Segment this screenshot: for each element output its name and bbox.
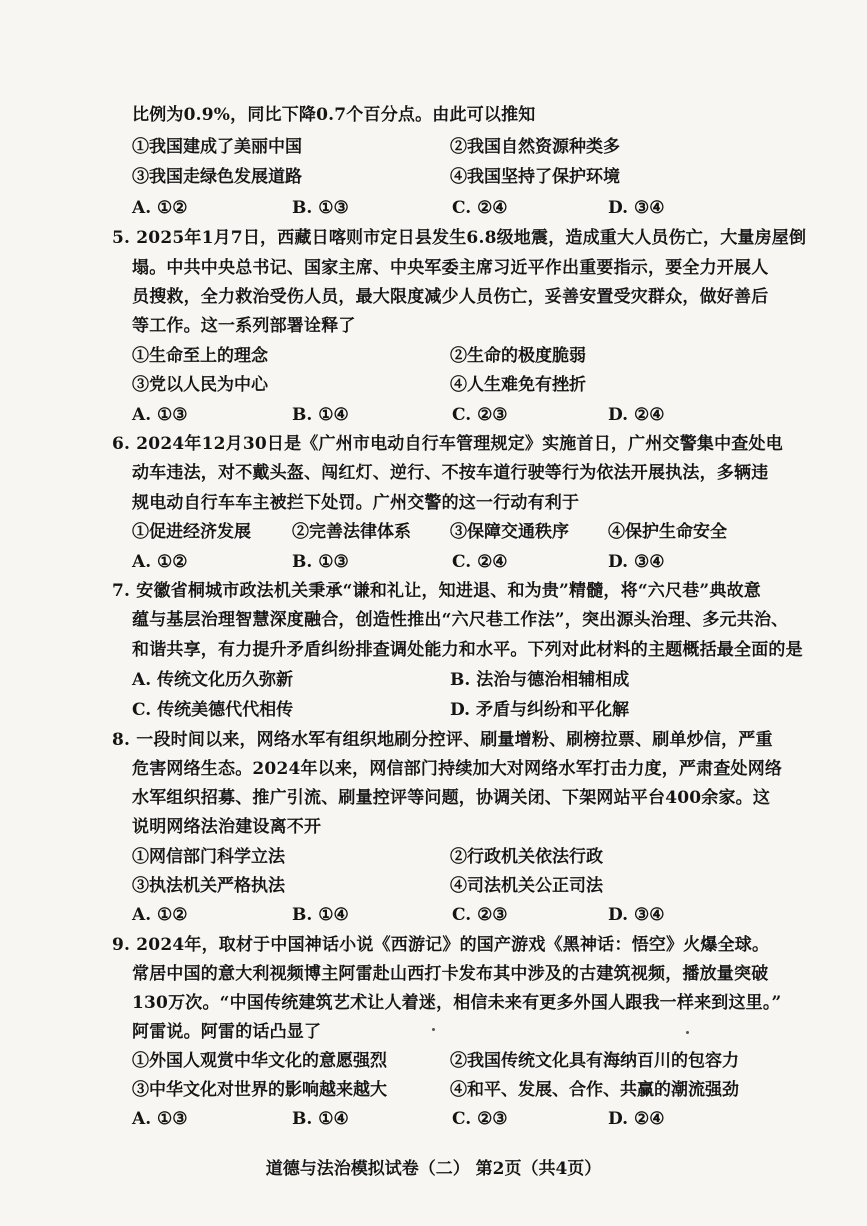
q8-choice-c: C. ②③ — [452, 905, 508, 925]
q4-choice-b: B. ①③ — [292, 198, 349, 218]
q4-item-4: ④我国坚持了保护环境 — [450, 167, 620, 187]
q8-stem-line-1: 8. 一段时间以来，网络水军有组织地刷分控评、刷量增粉、刷榜拉票、刷单炒信，严重 — [112, 730, 773, 750]
q8-item-4: ④司法机关公正司法 — [450, 876, 603, 896]
q6-stem-line-2: 动车违法，对不戴头盔、闯红灯、逆行、不按车道行驶等行为依法开展执法，多辆违 — [132, 463, 769, 483]
q7-stem-line-2: 蕴与基层治理智慧深度融合，创造性推出“六尺巷工作法”，突出源头治理、多元共治、 — [132, 610, 789, 630]
q8-item-3: ③执法机关严格执法 — [132, 876, 285, 896]
q9-item-3: ③中华文化对世界的影响越来越大 — [132, 1080, 387, 1100]
q7-choice-b: B. 法治与德治相辅相成 — [450, 670, 630, 690]
q8-choice-b: B. ①④ — [292, 905, 349, 925]
q9-stem-line-4: 阿雷说。阿雷的话凸显了 — [132, 1022, 322, 1042]
q9-item-1: ①外国人观赏中华文化的意愿强烈 — [132, 1051, 387, 1071]
q6-stem-line-3: 规电动自行车车主被拦下处罚。广州交警的这一行动有利于 — [132, 493, 580, 513]
page-footer: 道德与法治模拟试卷（二） 第2页（共4页） — [265, 1159, 602, 1179]
q5-item-1: ①生命至上的理念 — [132, 346, 268, 366]
q6-stem-line-1: 6. 2024年12月30日是《广州市电动自行车管理规定》实施首日，广州交警集中查处电 — [112, 434, 783, 454]
q9-stem-line-3: 130万次。“中国传统建筑艺术让人着迷，相信未来有更多外国人跟我一样来到这里。” — [132, 993, 782, 1013]
q6-choice-c: C. ②④ — [452, 552, 508, 572]
q5-choice-d: D. ②④ — [608, 405, 665, 425]
q9-item-2: ②我国传统文化具有海纳百川的包容力 — [450, 1051, 739, 1071]
q8-stem-line-4: 说明网络法治建设离不开 — [132, 817, 322, 837]
q7-choice-a: A. 传统文化历久弥新 — [132, 670, 294, 690]
q7-stem-line-1: 7. 安徽省桐城市政法机关秉承“谦和礼让，知进退、和为贵”精髓，将“六尺巷”典故意 — [112, 581, 761, 601]
q9-item-4: ④和平、发展、合作、共赢的潮流强劲 — [450, 1080, 739, 1100]
q9-stem-line-1: 9. 2024年，取材于中国神话小说《西游记》的国产游戏《黑神话：悟空》火爆全球。 — [112, 935, 770, 955]
q5-stem-line-1: 5. 2025年1月7日，西藏日喀则市定日县发生6.8级地震，造成重大人员伤亡，大量房屋倒 — [112, 228, 807, 248]
q5-item-4: ④人生难免有挫折 — [450, 375, 586, 395]
q8-stem-line-2: 危害网络生态。2024年以来，网信部门持续加大对网络水军打击力度，严肃查处网络 — [132, 759, 783, 779]
q5-item-2: ②生命的极度脆弱 — [450, 346, 586, 366]
q8-choice-d: D. ③④ — [608, 905, 665, 925]
q6-item-3: ③保障交通秩序 — [450, 522, 569, 542]
q7-choice-c: C. 传统美德代代相传 — [132, 700, 294, 720]
q8-stem-line-3: 水军组织招募、推广引流、刷量控评等问题，协调关闭、下架网站平台400余家。这 — [132, 788, 771, 808]
q8-choice-a: A. ①② — [132, 905, 188, 925]
q4-stem-line: 比例为0.9%，同比下降0.7个百分点。由此可以推知 — [132, 105, 536, 125]
q6-item-4: ④保护生命安全 — [608, 522, 727, 542]
q5-item-3: ③党以人民为中心 — [132, 375, 268, 395]
q6-choice-d: D. ③④ — [608, 552, 665, 572]
q5-stem-line-2: 塌。中共中央总书记、国家主席、中央军委主席习近平作出重要指示，要全力开展人 — [132, 258, 769, 278]
q4-choice-d: D. ③④ — [608, 198, 665, 218]
q5-choice-b: B. ①④ — [292, 405, 349, 425]
q8-item-1: ①网信部门科学立法 — [132, 847, 285, 867]
q5-stem-line-3: 员搜救，全力救治受伤人员，最大限度减少人员伤亡，妥善安置受灾群众，做好善后 — [132, 287, 769, 307]
q9-stem-line-2: 常居中国的意大利视频博主阿雷赴山西打卡发布其中涉及的古建筑视频，播放量突破 — [132, 964, 769, 984]
q7-choice-d: D. 矛盾与纠纷和平化解 — [450, 700, 629, 720]
q9-choice-a: A. ①③ — [132, 1109, 188, 1129]
q8-item-2: ②行政机关依法行政 — [450, 847, 603, 867]
q9-choice-c: C. ②③ — [452, 1109, 508, 1129]
q6-choice-b: B. ①③ — [292, 552, 349, 572]
q4-item-1: ①我国建成了美丽中国 — [132, 137, 302, 157]
scan-speck — [686, 1031, 689, 1034]
q5-stem-line-4: 等工作。这一系列部署诠释了 — [132, 316, 356, 336]
q6-item-1: ①促进经济发展 — [132, 522, 251, 542]
q4-item-2: ②我国自然资源种类多 — [450, 137, 620, 157]
scan-speck — [432, 1028, 435, 1031]
q4-choice-a: A. ①② — [132, 198, 188, 218]
q6-choice-a: A. ①② — [132, 552, 188, 572]
q4-choice-c: C. ②④ — [452, 198, 508, 218]
q9-choice-b: B. ①④ — [292, 1109, 349, 1129]
q6-item-2: ②完善法律体系 — [292, 522, 411, 542]
q5-choice-a: A. ①③ — [132, 405, 188, 425]
q4-item-3: ③我国走绿色发展道路 — [132, 167, 302, 187]
q7-stem-line-3: 和谐共享，有力提升矛盾纠纷排查调处能力和水平。下列对此材料的主题概括最全面的是 — [132, 640, 803, 660]
q9-choice-d: D. ②④ — [608, 1109, 665, 1129]
q5-choice-c: C. ②③ — [452, 405, 508, 425]
